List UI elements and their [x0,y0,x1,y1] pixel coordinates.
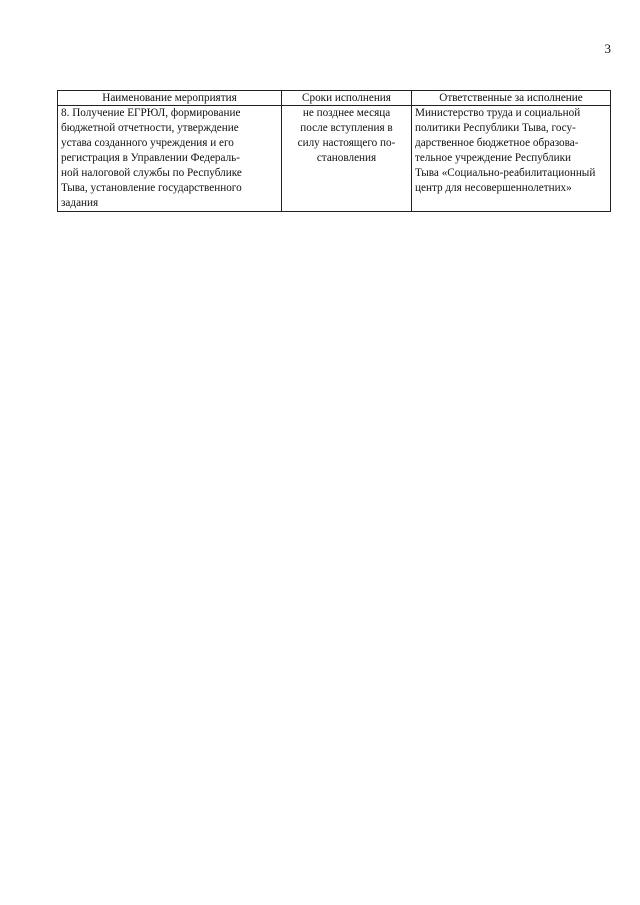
responsible-line: центр для несовершеннолетних» [415,182,572,194]
activity-line: задания [61,197,99,209]
deadline-line: после вступления в [300,122,393,134]
table-header-row [58,91,611,106]
responsible-line: тельное учреждение Республики [415,152,572,164]
action-plan-table [57,90,611,212]
responsible-line: Тыва «Социально-реабилитационный [415,167,596,179]
activity-line: ной налоговой службы по Республике [61,167,242,179]
cell-responsible [412,106,611,212]
responsible-line: Министерство труда и социальной [415,107,581,119]
header-activity: Наименование мероприятия [58,91,282,106]
cell-deadline [282,106,412,212]
deadline-line: силу настоящего по- [297,137,396,149]
activity-line: Тыва, установление государственного [61,182,242,194]
page-number: 3 [604,41,611,56]
responsible-line: дарственное бюджетное образова- [415,137,579,149]
header-responsible: Ответственные за исполнение [412,91,611,106]
table-row [58,106,611,212]
deadline-line: становления [316,152,377,164]
activity-line: регистрация в Управлении Федераль- [61,152,240,164]
cell-activity [58,106,282,212]
responsible-line: политики Республики Тыва, госу- [415,122,576,134]
activity-line: устава созданного учреждения и его [61,137,234,149]
header-deadline: Сроки исполнения [282,91,412,106]
activity-line: 8. Получение ЕГРЮЛ, формирование [61,107,241,119]
deadline-line: не позднее месяца [302,107,391,119]
activity-line: бюджетной отчетности, утверждение [61,122,239,134]
